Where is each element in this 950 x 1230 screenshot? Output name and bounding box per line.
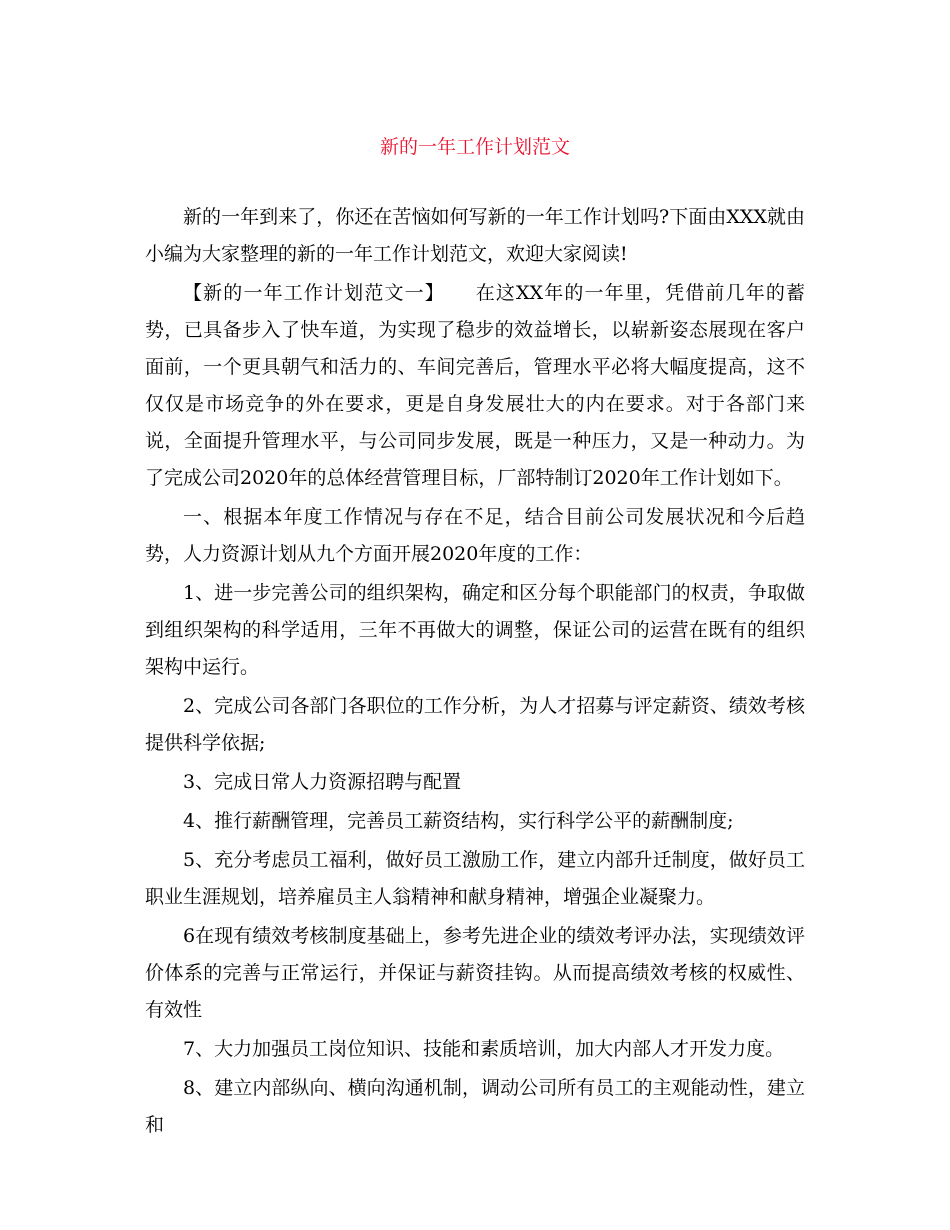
item-7-paragraph: 7、大力加强员工岗位知识、技能和素质培训，加大内部人才开发力度。 bbox=[183, 1038, 785, 1060]
item-5-paragraph: 5、充分考虑员工福利，做好员工激励工作，建立内部升迁制度，做好员工职业生涯规划，培养雇员主人翁精神和献身精神，增强企业凝聚力。 bbox=[145, 849, 805, 908]
document-body bbox=[145, 199, 805, 1144]
item-6-paragraph: 6在现有绩效考核制度基础上，参考先进企业的绩效考评办法，实现绩效评价体系的完善与正常运行，并保证与薪资挂钩。从而提高绩效考核的权威性、有效性 bbox=[145, 925, 805, 1021]
item-3-paragraph: 3、完成日常人力资源招聘与配置 bbox=[183, 771, 462, 793]
item-1-paragraph: 1、进一步完善公司的组织架构，确定和区分每个职能部门的权责，争取做到组织架构的科学适用，三年不再做大的调整，保证公司的运营在既有的组织架构中运行。 bbox=[145, 582, 805, 678]
item-2-paragraph: 2、完成公司各部门各职位的工作分析，为人才招募与评定薪资、绩效考核提供科学依据; bbox=[145, 695, 805, 754]
plan-one-paragraph: 【新的一年工作计划范文一】 在这XX年的一年里，凭借前几年的蓄势，已具备步入了快车道，为实现了稳步的效益增长，以崭新姿态展现在客户面前，一个更具朝气和活力的、车间完善后，管理水平必将大幅度提高，这不仅仅是市场竞争的外在要求，更是自身发展壮大的内在要求。对于各部门来说，全面提升管理水平，与公司同步发展，既是一种压力，又是一种动力。为了完成公司2020年的总体经营管理目标，厂部特制订2020年工作计划如下。 bbox=[145, 282, 805, 489]
section-one-paragraph: 一、根据本年度工作情况与存在不足，结合目前公司发展状况和今后趋势，人力资源计划从九个方面开展2020年度的工作： bbox=[145, 506, 805, 565]
intro-paragraph: 新的一年到来了，你还在苦恼如何写新的一年工作计划吗?下面由XXX就由小编为大家整理的新的一年工作计划范文，欢迎大家阅读! bbox=[145, 206, 805, 265]
document-title: 新的一年工作计划范文 bbox=[379, 136, 570, 158]
item-8-paragraph: 8、建立内部纵向、横向沟通机制，调动公司所有员工的主观能动性，建立和 bbox=[145, 1077, 805, 1136]
item-4-paragraph: 4、推行薪酬管理，完善员工薪资结构，实行科学公平的薪酬制度; bbox=[183, 810, 734, 832]
